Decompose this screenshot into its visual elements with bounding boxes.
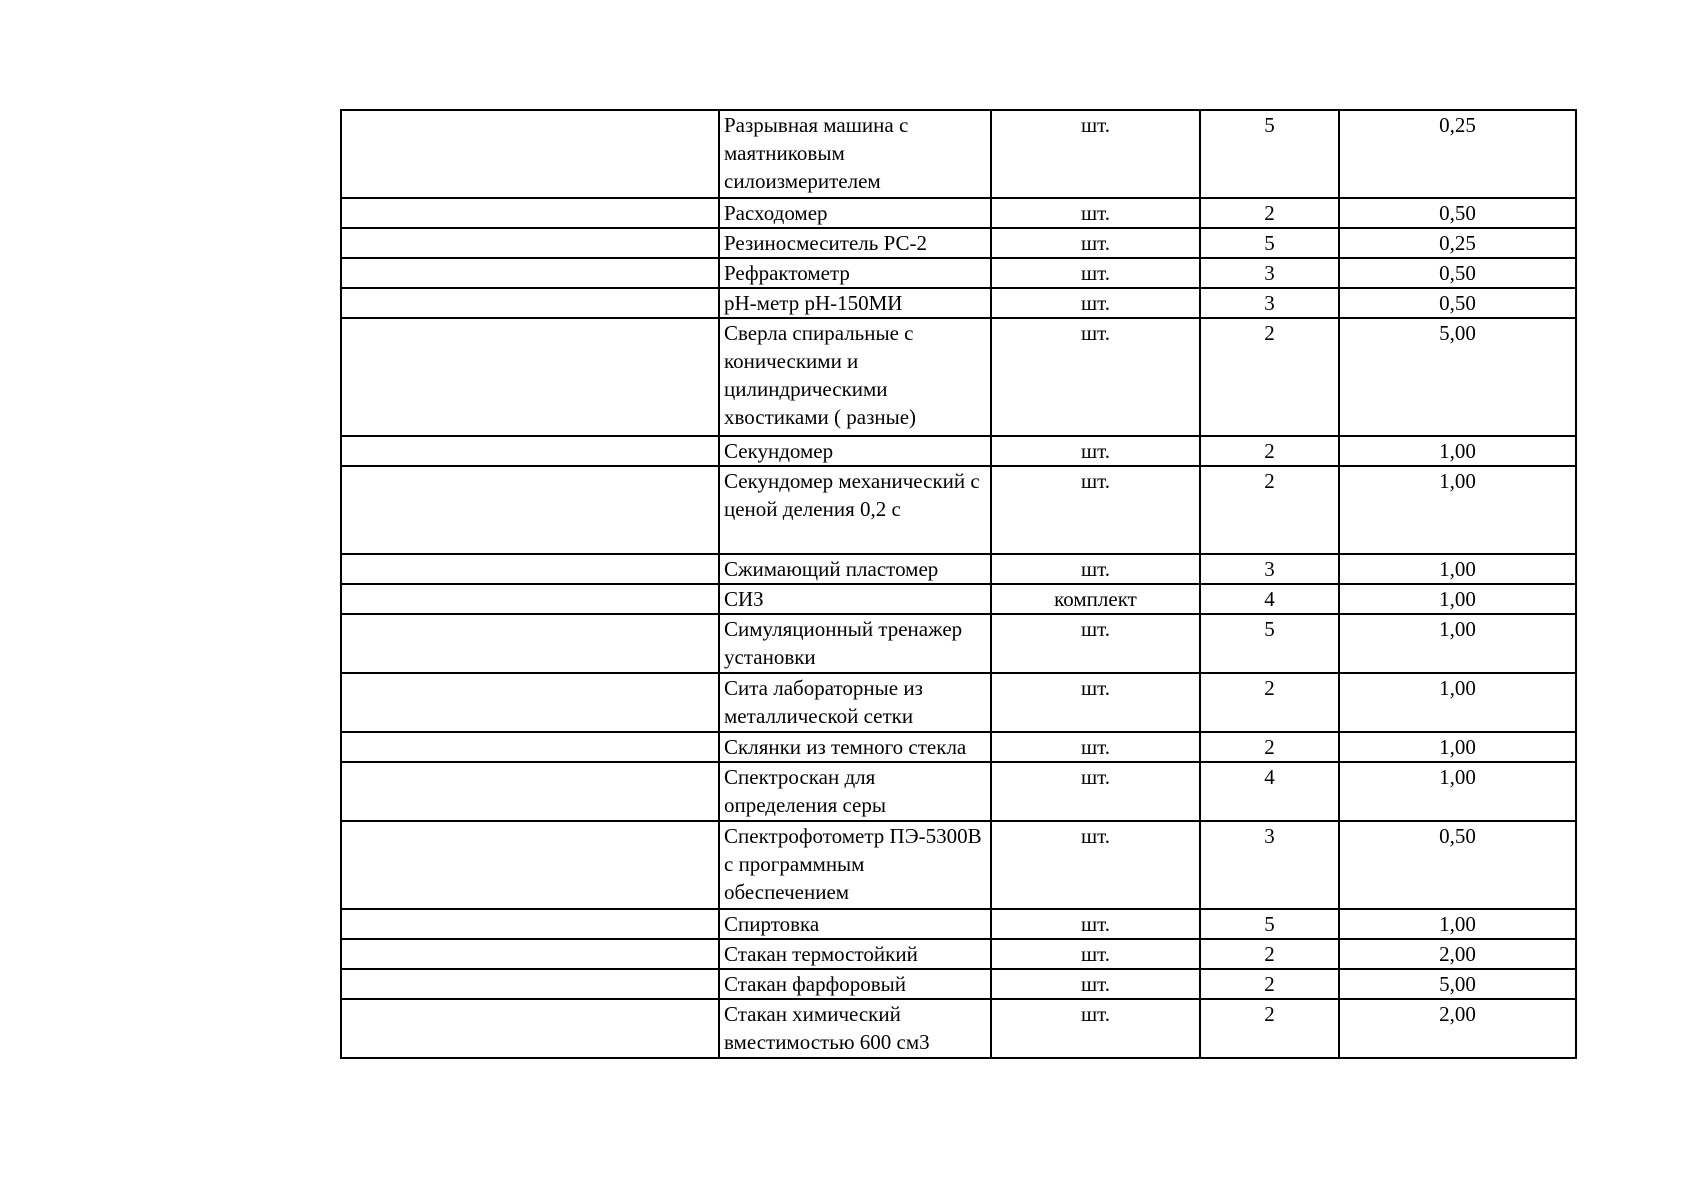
quantity-cell: 2 [1200, 939, 1339, 969]
norm-cell: 0,25 [1339, 110, 1576, 198]
unit-cell: шт. [991, 228, 1200, 258]
item-name-cell: Расходомер [719, 198, 991, 228]
quantity-cell: 2 [1200, 969, 1339, 999]
quantity-cell: 4 [1200, 762, 1339, 821]
equipment-table-body [341, 110, 1576, 1058]
quantity-cell: 5 [1200, 228, 1339, 258]
quantity-cell: 2 [1200, 436, 1339, 466]
unit-cell: шт. [991, 288, 1200, 318]
item-name-cell: Стакан термостойкий [719, 939, 991, 969]
unit-cell: комплект [991, 584, 1200, 614]
norm-cell: 0,50 [1339, 198, 1576, 228]
norm-cell: 1,00 [1339, 466, 1576, 554]
item-name-cell: Спиртовка [719, 909, 991, 939]
norm-cell: 1,00 [1339, 436, 1576, 466]
unit-cell: шт. [991, 939, 1200, 969]
unit-cell: шт. [991, 318, 1200, 436]
table-row [341, 614, 1576, 673]
table-row [341, 554, 1576, 584]
norm-cell: 1,00 [1339, 614, 1576, 673]
item-name-cell: рН-метр рН-150МИ [719, 288, 991, 318]
quantity-cell: 2 [1200, 466, 1339, 554]
norm-cell: 0,25 [1339, 228, 1576, 258]
empty-cell [341, 110, 719, 198]
empty-cell [341, 228, 719, 258]
unit-cell: шт. [991, 258, 1200, 288]
table-row [341, 110, 1576, 198]
quantity-cell: 3 [1200, 288, 1339, 318]
unit-cell: шт. [991, 909, 1200, 939]
table-row [341, 288, 1576, 318]
quantity-cell: 2 [1200, 318, 1339, 436]
table-row [341, 228, 1576, 258]
empty-cell [341, 258, 719, 288]
item-name-cell: СИЗ [719, 584, 991, 614]
empty-cell [341, 732, 719, 762]
item-name-cell: Секундомер механический с ценой деления 0,2 с [719, 466, 991, 554]
quantity-cell: 2 [1200, 198, 1339, 228]
quantity-cell: 3 [1200, 554, 1339, 584]
table-row [341, 821, 1576, 909]
empty-cell [341, 999, 719, 1058]
empty-cell [341, 436, 719, 466]
item-name-cell: Симуляционный тренажер установки [719, 614, 991, 673]
empty-cell [341, 821, 719, 909]
table-row [341, 584, 1576, 614]
norm-cell: 2,00 [1339, 939, 1576, 969]
quantity-cell: 5 [1200, 614, 1339, 673]
table-row [341, 466, 1576, 554]
item-name-cell: Спектроскан для определения серы [719, 762, 991, 821]
unit-cell: шт. [991, 466, 1200, 554]
quantity-cell: 2 [1200, 673, 1339, 732]
norm-cell: 5,00 [1339, 318, 1576, 436]
norm-cell: 0,50 [1339, 821, 1576, 909]
item-name-cell: Сита лабораторные из металлической сетки [719, 673, 991, 732]
table-row [341, 258, 1576, 288]
norm-cell: 0,50 [1339, 258, 1576, 288]
norm-cell: 1,00 [1339, 762, 1576, 821]
unit-cell: шт. [991, 969, 1200, 999]
equipment-table [340, 109, 1577, 1059]
empty-cell [341, 466, 719, 554]
norm-cell: 1,00 [1339, 909, 1576, 939]
empty-cell [341, 198, 719, 228]
unit-cell: шт. [991, 821, 1200, 909]
empty-cell [341, 554, 719, 584]
item-name-cell: Стакан химический вместимостью 600 см3 [719, 999, 991, 1058]
unit-cell: шт. [991, 999, 1200, 1058]
unit-cell: шт. [991, 762, 1200, 821]
item-name-cell: Рефрактометр [719, 258, 991, 288]
quantity-cell: 4 [1200, 584, 1339, 614]
table-row [341, 909, 1576, 939]
table-row [341, 673, 1576, 732]
norm-cell: 1,00 [1339, 584, 1576, 614]
quantity-cell: 5 [1200, 110, 1339, 198]
table-row [341, 999, 1576, 1058]
table-row [341, 318, 1576, 436]
empty-cell [341, 762, 719, 821]
quantity-cell: 3 [1200, 258, 1339, 288]
unit-cell: шт. [991, 554, 1200, 584]
norm-cell: 1,00 [1339, 673, 1576, 732]
norm-cell: 5,00 [1339, 969, 1576, 999]
empty-cell [341, 909, 719, 939]
item-name-cell: Разрывная машина с маятниковым силоизмерителем [719, 110, 991, 198]
table-row [341, 762, 1576, 821]
quantity-cell: 2 [1200, 732, 1339, 762]
empty-cell [341, 939, 719, 969]
norm-cell: 1,00 [1339, 732, 1576, 762]
item-name-cell: Сверла спиральные с коническими и цилиндрическими хвостиками ( разные) [719, 318, 991, 436]
unit-cell: шт. [991, 614, 1200, 673]
item-name-cell: Стакан фарфоровый [719, 969, 991, 999]
table-row [341, 939, 1576, 969]
unit-cell: шт. [991, 198, 1200, 228]
table-row [341, 969, 1576, 999]
empty-cell [341, 318, 719, 436]
norm-cell: 1,00 [1339, 554, 1576, 584]
item-name-cell: Резиносмеситель РС-2 [719, 228, 991, 258]
unit-cell: шт. [991, 436, 1200, 466]
empty-cell [341, 288, 719, 318]
table-row [341, 198, 1576, 228]
item-name-cell: Склянки из темного стекла [719, 732, 991, 762]
quantity-cell: 5 [1200, 909, 1339, 939]
unit-cell: шт. [991, 732, 1200, 762]
norm-cell: 2,00 [1339, 999, 1576, 1058]
empty-cell [341, 614, 719, 673]
quantity-cell: 3 [1200, 821, 1339, 909]
empty-cell [341, 673, 719, 732]
item-name-cell: Сжимающий пластомер [719, 554, 991, 584]
table-row [341, 732, 1576, 762]
item-name-cell: Спектрофотометр ПЭ-5300В с программным обеспечением [719, 821, 991, 909]
unit-cell: шт. [991, 673, 1200, 732]
empty-cell [341, 969, 719, 999]
document-page [340, 109, 1575, 1059]
quantity-cell: 2 [1200, 999, 1339, 1058]
table-row [341, 436, 1576, 466]
unit-cell: шт. [991, 110, 1200, 198]
norm-cell: 0,50 [1339, 288, 1576, 318]
item-name-cell: Секундомер [719, 436, 991, 466]
empty-cell [341, 584, 719, 614]
